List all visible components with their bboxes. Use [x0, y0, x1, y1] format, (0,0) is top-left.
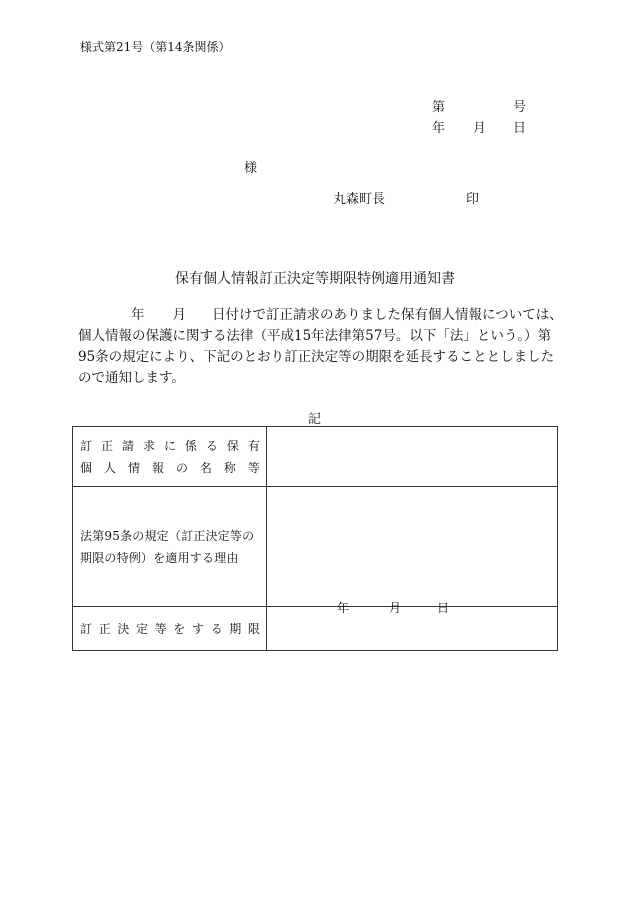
table-row	[73, 487, 558, 607]
label-character: 期	[229, 621, 242, 636]
label-character: 正	[100, 438, 113, 453]
body-line-4: ので通知します。	[78, 370, 185, 386]
body-line-3: 95条の規定により、下記のとおり訂正決定等の期限を延長することとしました	[78, 349, 555, 365]
label-character: 等	[154, 621, 167, 636]
row-label-line	[80, 618, 260, 640]
addressee-honorific: 様	[244, 161, 258, 176]
label-character: に	[163, 438, 176, 453]
label-character: の	[175, 460, 188, 475]
row-label-info-name	[73, 427, 267, 487]
label-character: 個	[80, 460, 93, 475]
row-label-line: 期限の特例）を適用する理由	[80, 550, 239, 565]
table-row	[73, 607, 558, 651]
label-character: 定	[135, 621, 148, 636]
deadline-day: 日	[437, 601, 450, 615]
ki-marker: 記	[308, 412, 322, 427]
notice-body	[78, 305, 563, 389]
deadline-month: 月	[389, 601, 402, 615]
body-line-1-text: 日付けで訂正請求のありました保有個人情報については、	[212, 307, 563, 323]
label-character: 情	[127, 460, 140, 475]
body-line-2: 個人情報の保護に関する法律（平成15年法律第57号。以下「法」という。）第	[78, 328, 552, 344]
label-character: 等	[247, 460, 260, 475]
row-label-line	[80, 435, 260, 457]
form-label: 様式第21号（第14条関係）	[80, 40, 231, 54]
sender-name: 丸森町長	[333, 192, 386, 207]
label-character: 限	[247, 621, 260, 636]
label-character: 称	[223, 460, 236, 475]
label-character: 正	[98, 621, 111, 636]
deadline-value-cell[interactable]	[267, 601, 558, 651]
label-character: 有	[247, 438, 260, 453]
label-character: 人	[103, 460, 116, 475]
issue-date-year: 年	[432, 121, 446, 136]
body-month: 月	[172, 307, 186, 323]
deadline-year: 年	[337, 601, 350, 615]
body-year: 年	[131, 307, 145, 323]
table-row	[73, 427, 558, 487]
label-character: 求	[142, 438, 155, 453]
issue-date-day: 日	[513, 121, 527, 136]
label-character: 係	[184, 438, 197, 453]
document-number-prefix: 第	[432, 100, 446, 115]
row-label-line	[80, 457, 260, 479]
body-line-1	[78, 305, 563, 326]
label-character: る	[205, 438, 218, 453]
reason-value-cell[interactable]	[267, 487, 558, 607]
label-character: 訂	[80, 621, 93, 636]
row-label-deadline	[73, 607, 267, 651]
details-table	[72, 426, 558, 650]
document-number-suffix: 号	[513, 100, 527, 115]
label-character: 訂	[80, 438, 93, 453]
label-character: 決	[117, 621, 130, 636]
row-label-reason	[73, 487, 267, 607]
issue-date-month: 月	[473, 121, 487, 136]
row-label-line: 法第95条の規定（訂正決定等の	[80, 528, 255, 543]
label-character: す	[191, 621, 204, 636]
label-character: 保	[226, 438, 239, 453]
document-title: 保有個人情報訂正決定等期限特例適用通知書	[175, 271, 455, 287]
sender-seal: 印	[466, 192, 480, 207]
label-character: 名	[199, 460, 212, 475]
label-character: 請	[121, 438, 134, 453]
info-name-value-cell[interactable]	[267, 427, 558, 487]
label-character: 報	[151, 460, 164, 475]
label-character: る	[210, 621, 223, 636]
label-character: を	[173, 621, 186, 636]
